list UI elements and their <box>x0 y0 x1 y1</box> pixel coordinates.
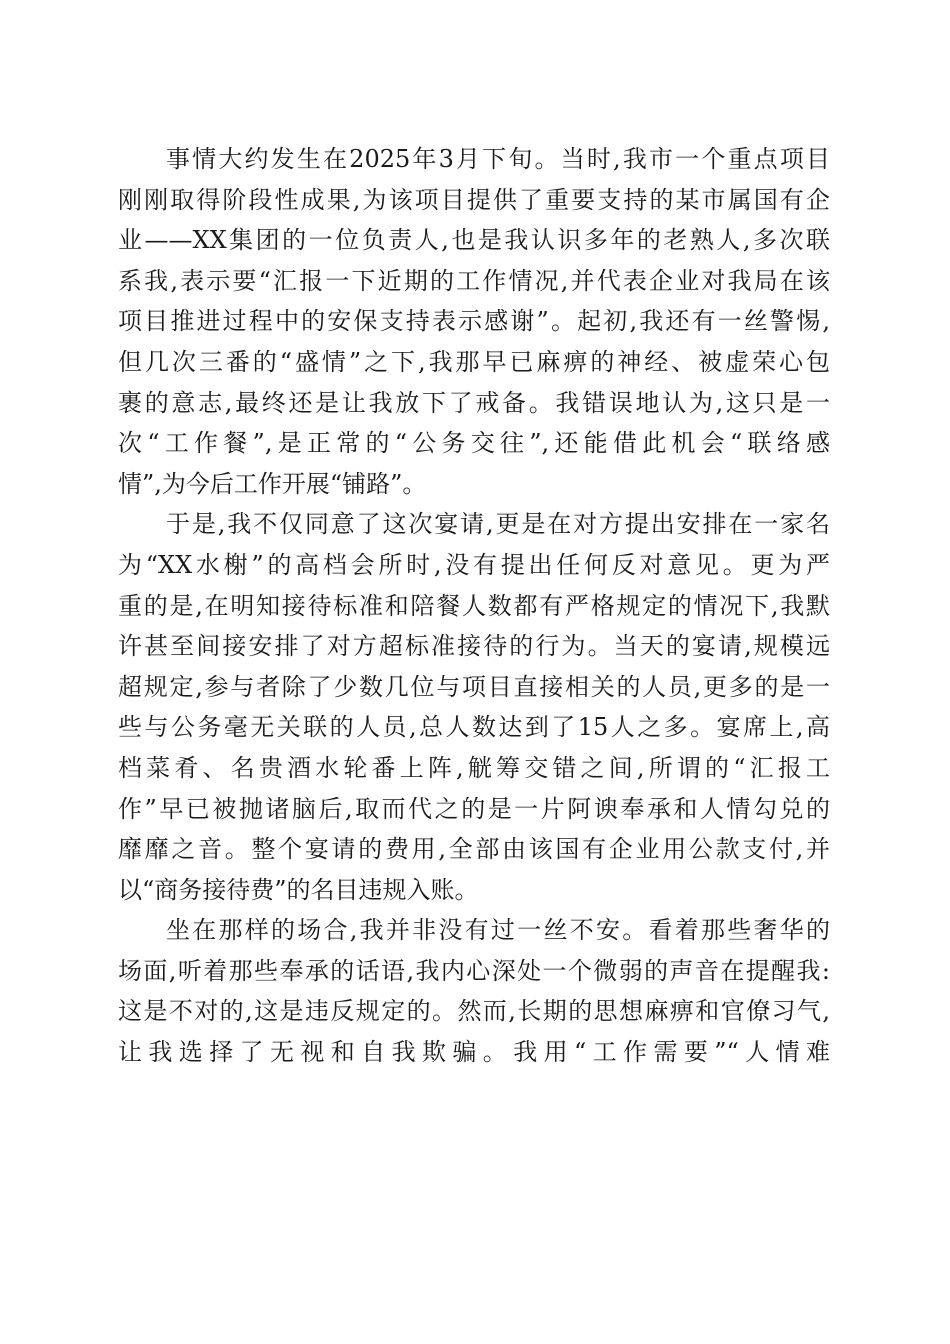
text-line: 靡靡之音。整个宴请的费用,全部由该国有企业用公款支付,并 <box>118 835 830 864</box>
text-line: 些与公务毫无关联的人员,总人数达到了15人之多。宴席上,高 <box>118 713 830 742</box>
text-line: 场面,听着那些奉承的话语,我内心深处一个微弱的声音在提醒我: <box>118 956 830 985</box>
paragraph-3 <box>118 910 830 1072</box>
text-line: 作”早已被抛诸脑后,取而代之的是一片阿谀奉承和人情勾兑的 <box>118 794 830 823</box>
text-line: 系我,表示要“汇报一下近期的工作情况,并代表企业对我局在该 <box>118 266 830 295</box>
text-line: 项目推进过程中的安保支持表示感谢”。起初,我还有一丝警惕, <box>118 307 830 336</box>
text-line: 以“商务接待费”的名目违规入账。 <box>118 875 479 904</box>
text-line: 档菜肴、名贵酒水轮番上阵,觥筹交错之间,所谓的“汇报工 <box>118 753 830 782</box>
text-line: 于是,我不仅同意了这次宴请,更是在对方提出安排在一家名 <box>166 510 830 539</box>
text-line: 业——XX集团的一位负责人,也是我认识多年的老熟人,多次联 <box>118 226 830 255</box>
paragraph-2 <box>118 504 830 910</box>
text-line: 让我选择了无视和自我欺骗。我用“工作需要”“人情难 <box>118 1038 830 1067</box>
text-line: 次“工作餐”,是正常的“公务交往”,还能借此机会“联络感 <box>118 429 830 458</box>
text-line: 超规定,参与者除了少数几位与项目直接相关的人员,更多的是一 <box>118 672 830 701</box>
text-line: 情”,为今后工作开展“铺路”。 <box>118 469 427 498</box>
paragraph-1 <box>118 139 830 504</box>
text-line: 为“XX水榭”的高档会所时,没有提出任何反对意见。更为严 <box>118 550 830 579</box>
text-line: 重的是,在明知接待标准和陪餐人数都有严格规定的情况下,我默 <box>118 591 830 620</box>
text-line: 裹的意志,最终还是让我放下了戒备。我错误地认为,这只是一 <box>118 388 830 417</box>
text-line: 刚刚取得阶段性成果,为该项目提供了重要支持的某市属国有企 <box>118 185 830 214</box>
text-line: 许甚至间接安排了对方超标准接待的行为。当天的宴请,规模远 <box>118 632 830 661</box>
text-line: 事情大约发生在2025年3月下旬。当时,我市一个重点项目 <box>166 145 830 173</box>
text-line: 坐在那样的场合,我并非没有过一丝不安。看着那些奢华的 <box>166 916 830 945</box>
text-line: 但几次三番的“盛情”之下,我那早已麻痹的神经、被虚荣心包 <box>118 347 830 376</box>
text-line: 这是不对的,这是违反规定的。然而,长期的思想麻痹和官僚习气, <box>118 997 830 1026</box>
document-body <box>118 139 830 1073</box>
